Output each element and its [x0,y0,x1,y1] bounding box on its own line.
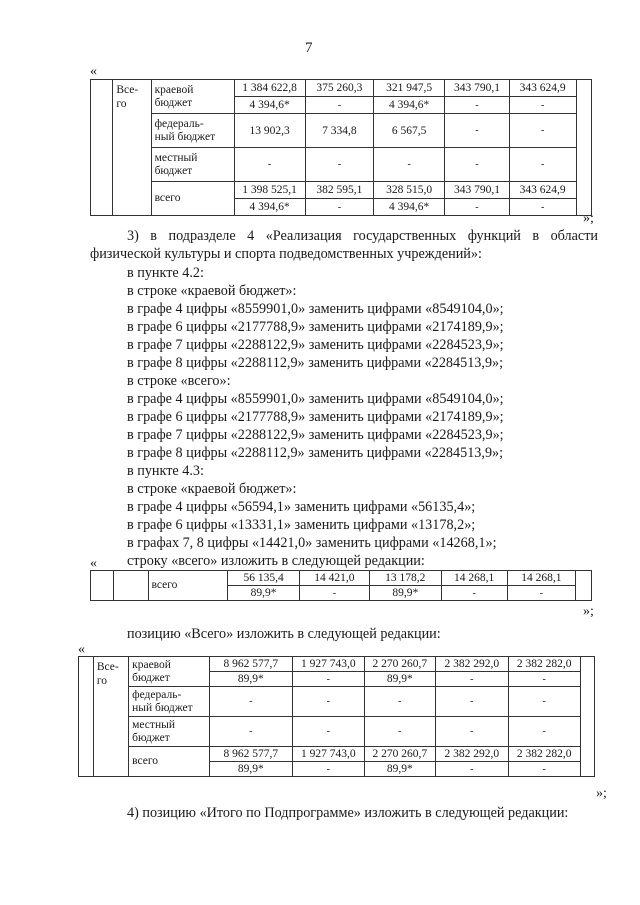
value-cell: - [509,114,576,148]
paragraph-line: в пункте 4.2: [127,265,204,281]
table-blank-col [91,80,113,216]
value-cell: 6 567,5 [374,114,445,148]
value-cell: - [508,687,580,717]
value-cell: 89,9* [364,762,436,777]
paragraph-section-4: 3) в подразделе 4 «Реализация государственных функций в области физической культуры и спорта подведомственных учреждений»: [90,228,598,262]
table-blank-col [79,657,94,777]
table-blank-col [91,571,114,601]
value-cell: 2 382 292,0 [436,657,508,672]
value-cell: - [436,672,508,687]
value-cell: 1 927 743,0 [292,747,364,762]
value-cell: 8 962 577,7 [209,747,292,762]
table-tail-col [576,571,592,601]
value-cell: - [436,762,508,777]
value-cell: 14 421,0 [299,571,369,586]
table-funding-3 [78,656,595,777]
value-cell: - [509,148,576,182]
table-row [79,657,595,672]
paragraph-line: в графе 4 цифры «56594,1» заменить цифрами «56135,4»; [127,499,476,515]
close-quote: »; [583,604,594,619]
value-cell: 14 268,1 [507,571,575,586]
value-cell: - [209,687,292,717]
value-cell: 1 398 525,1 [234,182,305,199]
open-quote: « [90,64,97,79]
value-cell: 89,9* [228,586,300,601]
value-cell: - [234,148,305,182]
paragraph-line: в графе 6 цифры «13331,1» заменить цифрами «13178,2»; [127,517,476,533]
open-quote: « [78,642,85,657]
table-row [91,182,592,199]
value-cell: 343 790,1 [445,80,509,97]
value-cell: - [292,672,364,687]
value-cell: 1 384 622,8 [234,80,305,97]
value-cell: 89,9* [209,672,292,687]
value-cell: 13 902,3 [234,114,305,148]
table-row [91,571,592,586]
table-row [91,114,592,148]
paragraph-line: в графе 4 цифры «8559901,0» заменить цифрами «8549104,0»; [127,301,504,317]
value-cell: 2 382 292,0 [436,747,508,762]
table-row [79,717,595,747]
table-row [79,747,595,762]
value-cell: - [305,148,373,182]
value-cell: 7 334,8 [305,114,373,148]
value-cell: 13 178,2 [369,571,441,586]
row-label: всего [148,571,228,601]
value-cell: 343 624,9 [509,182,576,199]
paragraph-line: в графе 7 цифры «2288122,9» заменить цифрами «2284523,9»; [127,337,504,353]
row-label: федераль- ный бюджет [129,687,209,717]
value-cell: - [436,717,508,747]
close-quote: »; [596,786,607,801]
value-cell: - [305,199,373,216]
row-label: краевой бюджет [129,657,209,687]
value-cell: 321 947,5 [374,80,445,97]
value-cell: 4 394,6* [374,97,445,114]
paragraph-itogo: 4) позицию «Итого по Подпрограмме» изложить в следующей редакции: [127,805,569,821]
value-cell: - [445,97,509,114]
row-label: местный бюджет [129,717,209,747]
paragraph-position-vsego: позицию «Всего» изложить в следующей редакции: [127,626,441,642]
value-cell: - [292,762,364,777]
value-cell: 2 382 282,0 [508,747,580,762]
row-label: федераль- ный бюджет [151,114,234,148]
value-cell: 343 790,1 [445,182,509,199]
value-cell: - [509,97,576,114]
row-label: местный бюджет [151,148,234,182]
paragraph-line: в графах 7, 8 цифры «14421,0» заменить цифрами «14268,1»; [127,535,497,551]
value-cell: 56 135,4 [228,571,300,586]
value-cell: 2 382 282,0 [508,657,580,672]
paragraph-line: в графе 4 цифры «8559901,0» заменить цифрами «8549104,0»; [127,391,504,407]
table-row [79,687,595,717]
group-label-vsego: Все- го [113,80,151,216]
value-cell: 382 595,1 [305,182,373,199]
value-cell: - [209,717,292,747]
value-cell: 375 260,3 [305,80,373,97]
value-cell: 4 394,6* [374,199,445,216]
value-cell: - [364,687,436,717]
table-funding-2 [90,570,592,601]
table-row [91,80,592,97]
paragraph-line: в строке «всего»: [127,373,231,389]
value-cell: - [436,687,508,717]
value-cell: 8 962 577,7 [209,657,292,672]
value-cell: - [292,717,364,747]
value-cell: 89,9* [364,672,436,687]
paragraph-line: в графе 6 цифры «2177788,9» заменить цифрами «2174189,9»; [127,409,504,425]
value-cell: - [364,717,436,747]
value-cell: 4 394,6* [234,199,305,216]
paragraph-line: в пункте 4.3: [127,463,204,479]
value-cell: - [508,672,580,687]
value-cell: - [445,114,509,148]
open-quote: « [90,556,97,571]
value-cell: - [445,199,509,216]
paragraph-line: в графе 8 цифры «2288112,9» заменить цифрами «2284513,9»; [127,445,504,461]
value-cell: 328 515,0 [374,182,445,199]
table-blank-col [114,571,148,601]
value-cell: - [507,586,575,601]
value-cell: - [445,148,509,182]
table-tail-col [580,657,594,777]
value-cell: - [508,762,580,777]
row-label: всего [129,747,209,777]
paragraph-line: в графе 6 цифры «2177788,9» заменить цифрами «2174189,9»; [127,319,504,335]
paragraph-line: в графе 7 цифры «2288122,9» заменить цифрами «2284523,9»; [127,427,504,443]
close-quote: »; [583,211,594,226]
row-label: краевой бюджет [151,80,234,114]
value-cell: 2 270 260,7 [364,657,436,672]
value-cell: 4 394,6* [234,97,305,114]
value-cell: - [374,148,445,182]
paragraph-line: в строке «краевой бюджет»: [127,481,297,497]
paragraph-line: в строке «краевой бюджет»: [127,283,297,299]
table-tail-col [576,80,591,216]
table-row [91,148,592,182]
value-cell: 89,9* [209,762,292,777]
page-number: 7 [305,40,313,56]
paragraph-line: строку «всего» изложить в следующей редакции: [127,553,425,569]
value-cell: 89,9* [369,586,441,601]
value-cell: - [509,199,576,216]
value-cell: - [508,717,580,747]
value-cell: 2 270 260,7 [364,747,436,762]
value-cell: 1 927 743,0 [292,657,364,672]
value-cell: 14 268,1 [441,571,507,586]
value-cell: - [441,586,507,601]
group-label-vsego: Все- го [93,657,128,777]
value-cell: - [305,97,373,114]
value-cell: - [292,687,364,717]
value-cell: 343 624,9 [509,80,576,97]
table-funding-1 [90,79,592,216]
paragraph-line: в графе 8 цифры «2288112,9» заменить цифрами «2284513,9»; [127,355,504,371]
row-label: всего [151,182,234,216]
value-cell: - [299,586,369,601]
